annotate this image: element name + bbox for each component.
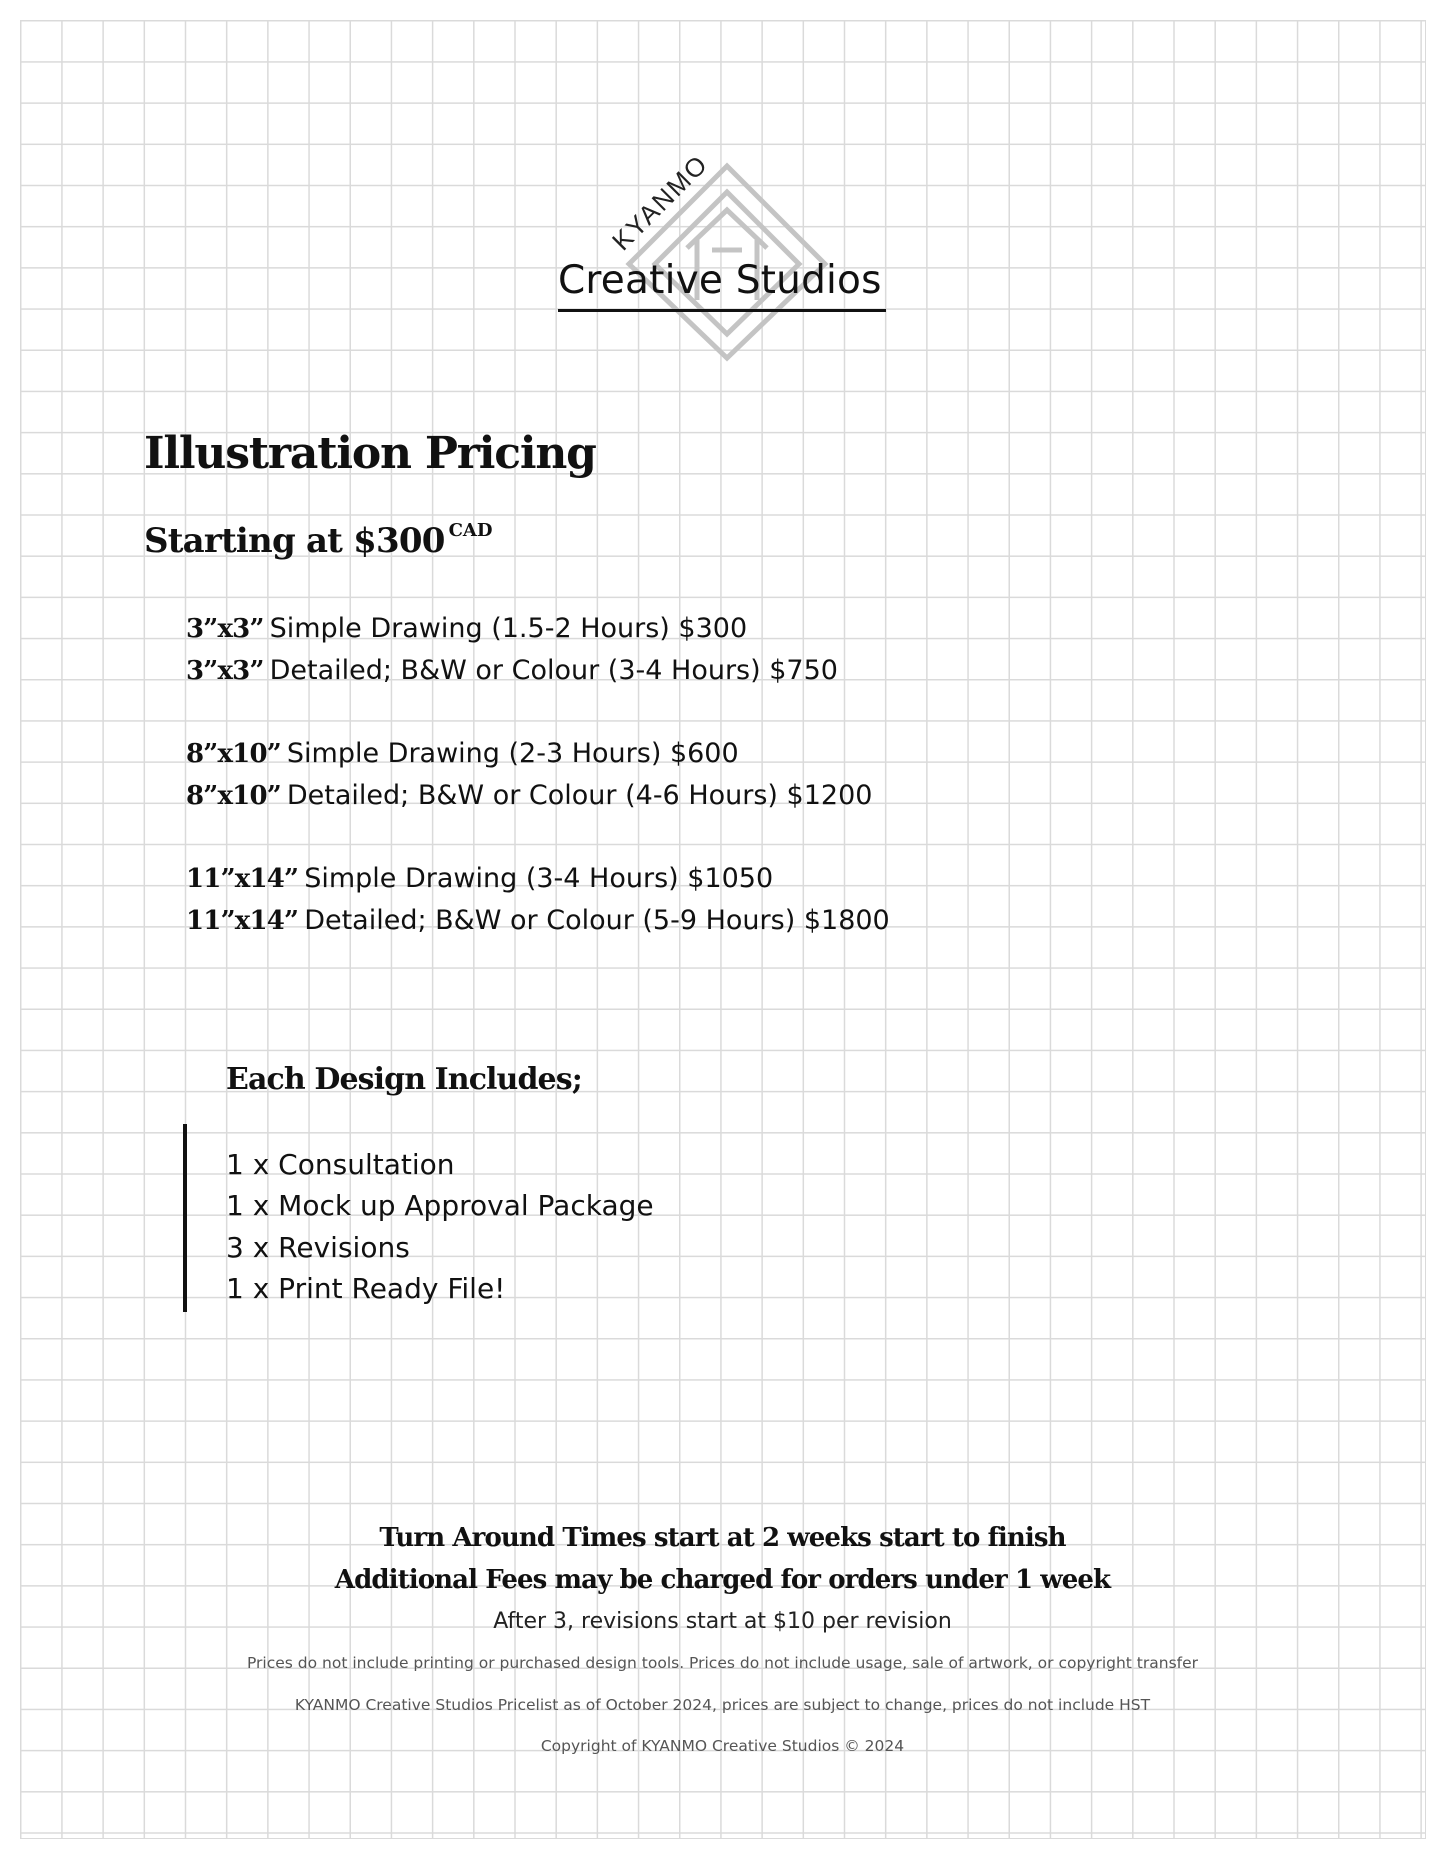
list-item: 1 x Consultation: [226, 1148, 455, 1181]
price-row: [186, 775, 890, 817]
price-row: [186, 650, 890, 692]
price-size: 8”x10”: [186, 739, 281, 769]
price-desc: Simple Drawing (3-4 Hours) $1050: [304, 863, 774, 894]
starting-price-text: Starting at $300: [144, 521, 445, 561]
starting-price: [144, 520, 492, 561]
footer-revisions: After 3, revisions start at $10 per revision: [493, 1609, 952, 1634]
footer-fees: Additional Fees may be charged for orders under 1 week: [334, 1565, 1111, 1595]
starting-currency: CAD: [448, 520, 493, 541]
price-size: 3”x3”: [186, 655, 264, 686]
page-title: Illustration Pricing: [144, 428, 596, 479]
footer-disclaimer: Prices do not include printing or purchased design tools. Prices do not include usage, sale of artwork, or copyright transfer: [246, 1654, 1199, 1672]
logo-underline: [558, 309, 886, 312]
price-group-3x3: [186, 608, 890, 691]
price-desc: Detailed; B&W or Colour (5-9 Hours) $1800: [304, 904, 890, 936]
price-size: 11”x14”: [186, 905, 299, 936]
footer-copyright: Copyright of KYANMO Creative Studios © 2024: [540, 1737, 905, 1755]
price-desc: Detailed; B&W or Colour (3-4 Hours) $750: [269, 654, 838, 686]
list-item: 3 x Revisions: [226, 1230, 410, 1264]
logo-name-text: Creative Studios: [558, 258, 882, 303]
price-size: 8”x10”: [186, 780, 281, 811]
includes-list: [226, 1144, 654, 1309]
includes-title: Each Design Includes;: [226, 1062, 582, 1097]
footer: [0, 1517, 1445, 1768]
price-row: [186, 608, 890, 650]
footer-turnaround: Turn Around Times start at 2 weeks start to finish: [379, 1523, 1066, 1553]
price-desc: Simple Drawing (1.5-2 Hours) $300: [269, 613, 748, 644]
price-row: [186, 900, 890, 942]
price-size: 3”x3”: [186, 614, 264, 644]
price-list: [186, 608, 890, 983]
price-desc: Simple Drawing (2-3 Hours) $600: [286, 738, 739, 769]
price-row: [186, 858, 890, 900]
price-size: 11”x14”: [186, 864, 299, 894]
price-row: [186, 733, 890, 775]
footer-pricelist: KYANMO Creative Studios Pricelist as of October 2024, prices are subject to change, prices do not include HST: [294, 1695, 1151, 1714]
list-item: 1 x Mock up Approval Package: [226, 1189, 654, 1223]
includes-divider: [183, 1124, 187, 1312]
price-desc: Detailed; B&W or Colour (4-6 Hours) $1200: [286, 779, 873, 811]
logo-brand-text: KYANMO: [606, 148, 715, 257]
price-group-8x10: [186, 733, 890, 816]
price-group-11x14: [186, 858, 890, 941]
list-item: 1 x Print Ready File!: [226, 1271, 506, 1305]
